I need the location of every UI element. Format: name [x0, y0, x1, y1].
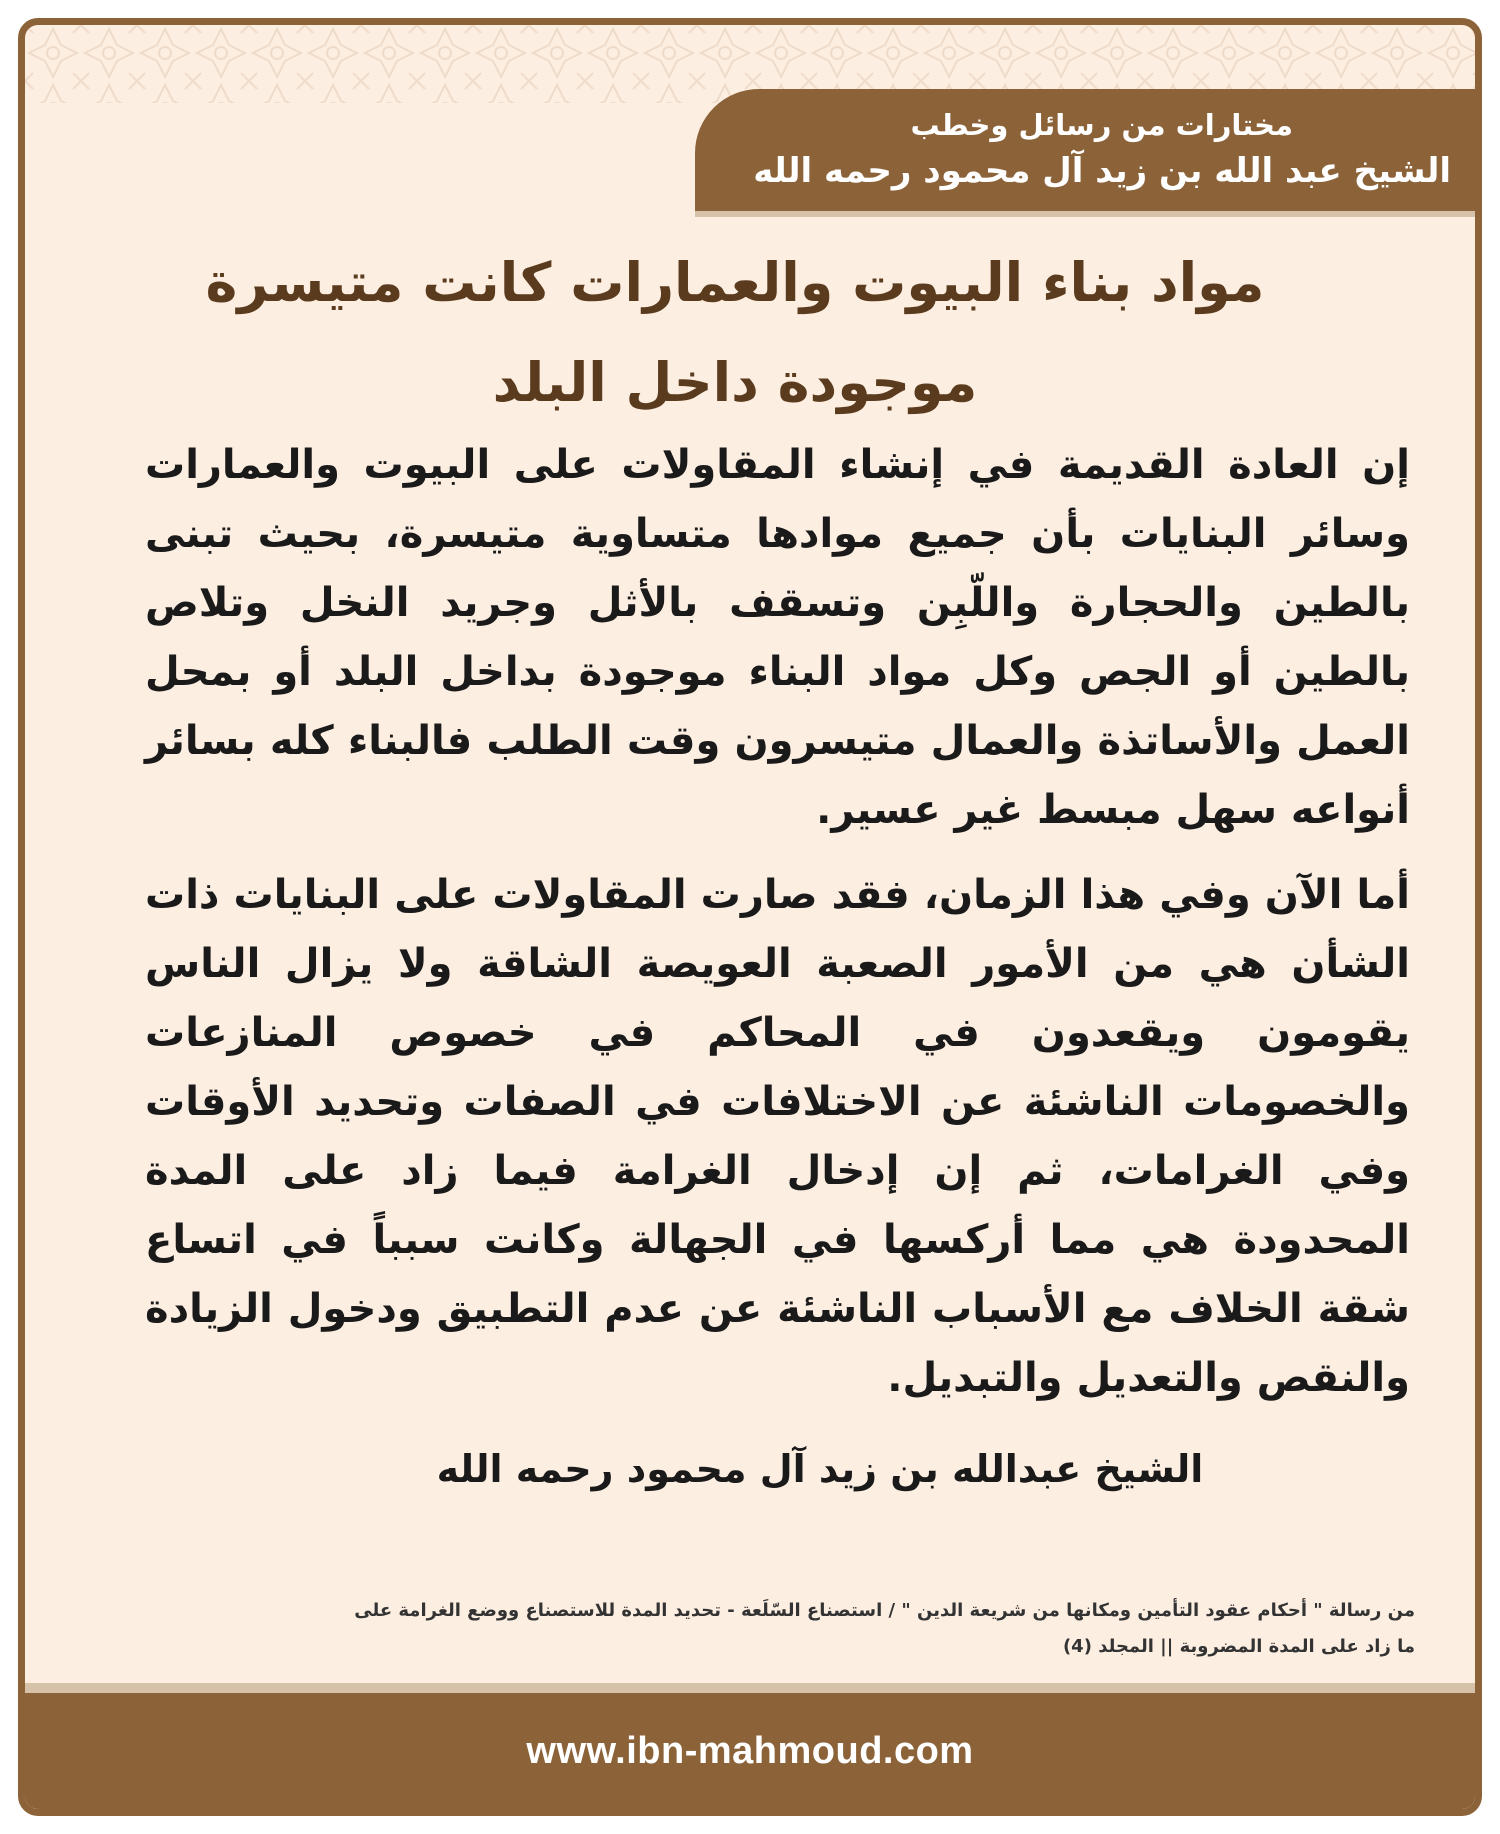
- body-paragraph-2: أما الآن وفي هذا الزمان، فقد صارت المقاولات على البنايات ذات الشأن هي من الأمور الصعبة العويصة الشاقة ولا يزال الناس يقومون ويقعدون في المحاكم في خصوص المنازعات والخصومات الناشئة عن الاختلافات في الصفات وتحديد الأوقات وفي الغرامات، ثم إن إدخال الغرامة فيما زاد على المدة المحدودة هي مما أركسها في الجهالة وكانت سبباً في اتساع شقة الخلاف مع الأسباب الناشئة عن عدم التطبيق ودخول الزيادة والنقص والتعديل والتبديل.: [145, 872, 1410, 1401]
- header-banner: [695, 89, 1475, 217]
- article-card: [18, 18, 1482, 1816]
- body-paragraph-1: إن العادة القديمة في إنشاء المقاولات على البيوت والعمارات وسائر البنايات بأن جميع موادها متساوية متيسرة، بحيث تبنى بالطين والحجارة واللّبِن وتسقف بالأثل وجريد النخل وتلاص بالطين أو الجص وكل مواد البناء موجودة بداخل البلد أو بمحل العمل والأساتذة والعمال متيسرون وقت الطلب فالبناء كله بسائر أنواعه سهل مبسط غير عسير.: [145, 442, 1410, 833]
- source-citation: [135, 1593, 1415, 1665]
- title-line-2: موجودة داخل البلد: [492, 351, 978, 414]
- header-series-title: مختارات من رسائل وخطب: [910, 108, 1293, 142]
- website-link[interactable]: www.ibn-mahmoud.com: [526, 1729, 974, 1772]
- signature: الشيخ عبدالله بن زيد آل محمود رحمه الله: [436, 1447, 1204, 1491]
- source-line-1: من رسالة " أحكام عقود التأمين ومكانها من شريعة الدين " / استصناع السّلَعة - تحديد المدة للاستصناع ووضع الغرامة على: [354, 1600, 1415, 1621]
- source-line-2: ما زاد على المدة المضروبة || المجلد (4): [1062, 1636, 1415, 1657]
- title-line-1: مواد بناء البيوت والعمارات كانت متيسرة: [205, 251, 1265, 314]
- footer-bar: [25, 1693, 1475, 1809]
- header-author-name: الشيخ عبد الله بن زيد آل محمود رحمه الله: [753, 151, 1451, 191]
- article-title: [85, 233, 1385, 433]
- footer-divider: [25, 1683, 1475, 1693]
